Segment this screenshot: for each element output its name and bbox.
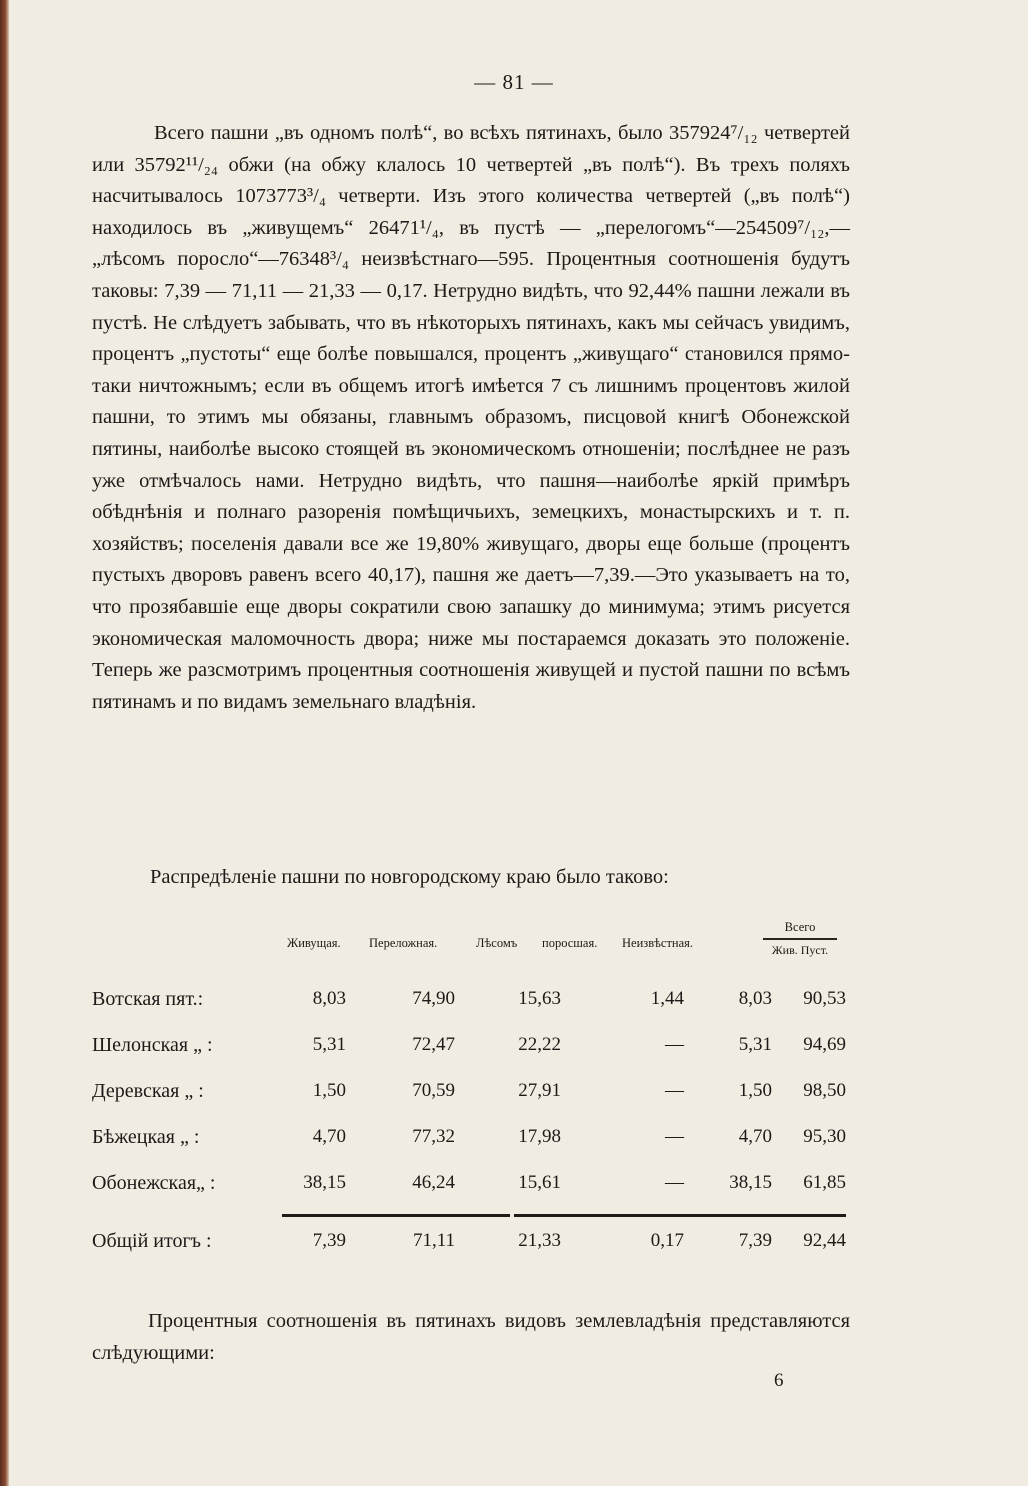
cell-total-pust: 94,69 xyxy=(803,1034,846,1055)
cell-zhivushchaya: 38,15 xyxy=(303,1172,346,1193)
cell-lesom: 15,61 xyxy=(518,1172,561,1193)
cell-neizvestnaya: 1,44 xyxy=(650,988,684,1009)
header-lesom: Лѣсомъ xyxy=(476,936,518,950)
header-porosshaya: поросшая. xyxy=(542,936,598,950)
total-row xyxy=(92,1228,852,1274)
header-total-group xyxy=(755,920,845,958)
cell-lesom: 22,22 xyxy=(518,1034,561,1055)
row-name: Бѣжецкая „ : xyxy=(92,1126,200,1148)
cell-neizvestnaya: — xyxy=(665,1172,684,1193)
cell-lesom: 15,63 xyxy=(518,988,561,1009)
cell-neizvestnaya: — xyxy=(665,1080,684,1101)
header-perelozhnaya: Переложная. xyxy=(369,936,438,950)
row-name: Обонежская„ : xyxy=(92,1172,216,1194)
signature-mark: 6 xyxy=(774,1370,784,1391)
header-vsego: Всего xyxy=(784,920,816,934)
cell-lesom: 17,98 xyxy=(518,1126,561,1147)
cell-total-zhiv: 1,50 xyxy=(738,1080,772,1101)
cell-total-zhiv: 4,70 xyxy=(738,1126,772,1147)
row-name: Шелонская „ : xyxy=(92,1034,213,1056)
cell-zhivushchaya: 8,03 xyxy=(312,988,346,1009)
main-paragraph xyxy=(92,118,850,718)
book-spine-edge xyxy=(0,0,9,1486)
cell-total-pust: 90,53 xyxy=(803,988,846,1009)
page-number: — 81 — xyxy=(474,70,554,94)
cell-perelozhnaya: 77,32 xyxy=(412,1126,455,1147)
table-row xyxy=(92,1162,852,1208)
header-neizvestnaya: Неизвѣстная. xyxy=(622,936,694,950)
cell-lesom: 27,91 xyxy=(518,1080,561,1101)
cell-zhivushchaya: 4,70 xyxy=(312,1126,346,1147)
cell-zhivushchaya: 1,50 xyxy=(312,1080,346,1101)
table-row xyxy=(92,1070,852,1116)
cell-total-zhiv: 5,31 xyxy=(738,1034,772,1055)
total-zhivushchaya: 7,39 xyxy=(312,1230,346,1251)
cell-perelozhnaya: 72,47 xyxy=(412,1034,455,1055)
cell-total-pust: 61,85 xyxy=(803,1172,846,1193)
header-zhiv-pust: Жив. Пуст. xyxy=(771,943,829,957)
total-divider xyxy=(92,1214,852,1228)
total-name: Общій итогъ : xyxy=(92,1230,212,1252)
table-row xyxy=(92,1024,852,1070)
cell-total-zhiv: 8,03 xyxy=(738,988,772,1009)
row-name: Деревская „ : xyxy=(92,1080,204,1102)
total-perelozhnaya: 71,11 xyxy=(412,1230,455,1251)
row-name: Вотская пят.: xyxy=(92,988,204,1010)
land-distribution-table xyxy=(92,920,852,1274)
header-brace-rule xyxy=(763,938,837,940)
divider-rule-left xyxy=(282,1214,510,1217)
cell-neizvestnaya: — xyxy=(665,1034,684,1055)
total-zhiv: 7,39 xyxy=(738,1230,772,1251)
cell-total-pust: 95,30 xyxy=(803,1126,846,1147)
table-intro: Распредѣленіе пашни по новгородскому краю было таково: xyxy=(150,866,669,888)
cell-zhivushchaya: 5,31 xyxy=(312,1034,346,1055)
table-header xyxy=(92,920,852,978)
cell-perelozhnaya: 70,59 xyxy=(412,1080,455,1101)
table-row xyxy=(92,978,852,1024)
paragraph-text: Всего пашни „въ одномъ полѣ“, во всѣхъ пятинахъ, было 357924⁷/₁₂ четвертей или 35792¹¹/₂₄ обжи (на обжу клалось 10 четвертей „въ полѣ“). Въ трехъ поляхъ насчитывалось 1073773³/₄ четверти. Изъ этого количества четвертей („въ полѣ“) находилось въ „живущемъ“ 26471¹/₄, въ пустѣ — „перелогомъ“—254509⁷/₁₂,—„лѣсомъ поросло“—76348³/₄ неизвѣстнаго—595. Процентныя соотношенія будутъ таковы: 7,39 — 71,11 — 21,33 — 0,17. Нетрудно видѣть, что 92,44% пашни лежали въ пустѣ. Не слѣдуетъ забывать, что въ нѣкоторыхъ пятинахъ, какъ мы сейчасъ увидимъ, процентъ „пустоты“ еще болѣе повышался, процентъ „живущаго“ становился прямо-таки ничтожнымъ; если въ общемъ итогѣ имѣется 7 съ лишнимъ процентовъ жилой пашни, то этимъ мы обязаны, главнымъ образомъ, писцовой книгѣ Обонежской пятины, наиболѣе высоко стоящей въ экономическомъ отношеніи; послѣднее не разъ уже отмѣчалось нами. Нетрудно видѣть, что пашня—наиболѣе яркій примѣръ обѣднѣнія и полнаго разоренія помѣщичьихъ, земецкихъ, монастырскихъ и т. п. хозяйствъ; поселенія давали все же 19,80% живущаго, дворы еще больше (процентъ пустыхъ дворовъ равенъ всего 40,17), пашня же даетъ—7,39.—Это указываетъ на то, что прозябавшіе еще дворы сократили свою запашку до минимума; этимъ рисуется экономическая маломочность двора; ниже мы постараемся доказать это положеніе. Теперь же разсмотримъ процентныя соотношенія живущей и пустой пашни по всѣмъ пятинамъ и по видамъ земельнаго владѣнія. xyxy=(92,122,850,713)
cell-total-zhiv: 38,15 xyxy=(729,1172,772,1193)
total-lesom: 21,33 xyxy=(518,1230,561,1251)
cell-perelozhnaya: 74,90 xyxy=(412,988,455,1009)
closing-paragraph xyxy=(92,1306,850,1369)
total-pust: 92,44 xyxy=(803,1230,846,1251)
cell-perelozhnaya: 46,24 xyxy=(412,1172,455,1193)
closing-text: Процентныя соотношенія въ пятинахъ видовъ землевладѣнія представляются слѣдующими: xyxy=(92,1310,850,1364)
cell-neizvestnaya: — xyxy=(665,1126,684,1147)
total-neizvestnaya: 0,17 xyxy=(650,1230,684,1251)
header-zhivushchaya: Живущая. xyxy=(287,936,341,950)
table-row xyxy=(92,1116,852,1162)
divider-rule-right xyxy=(514,1214,846,1217)
cell-total-pust: 98,50 xyxy=(803,1080,846,1101)
